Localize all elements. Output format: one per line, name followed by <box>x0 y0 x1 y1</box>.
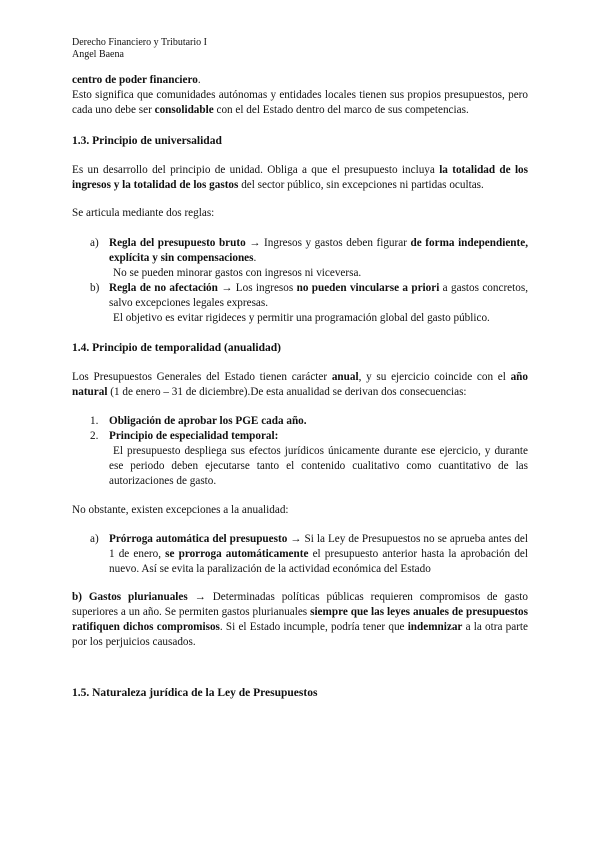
s14-paragraph-2: No obstante, existen excepciones a la anualidad: <box>72 504 289 516</box>
page-header <box>72 37 207 61</box>
list-marker: 2. <box>90 430 99 442</box>
consequence-1: 1. Obligación de aprobar los PGE cada año. <box>90 415 307 427</box>
consequence-2: 2. Principio de especialidad temporal: <box>90 430 279 442</box>
intro-paragraph-1: centro de poder financiero. <box>72 74 201 86</box>
section-heading-1-5: 1.5. Naturaleza jurídica de la Ley de Presupuestos <box>72 687 318 699</box>
exception-b: b) Gastos plurianuales → Determinadas políticas públicas requieren compromisos de gasto superiores a un año. Se permiten gastos plurianuales siempre que las leyes anuales de presupuestos ratifiquen dichos compromisos. Si el Estado incumple, podría tener que indemnizar a la otra parte por los perjuicios causados. <box>72 591 529 648</box>
rule-b: b) Regla de no afectación → Los ingresos no pueden vincularse a priori a gastos concretos, salvo excepciones legales expresas. <box>90 282 528 309</box>
intro-paragraph-2: Esto significa que comunidades autónomas y entidades locales tienen sus propios presupuestos, pero cada uno debe ser consolidable con el del Estado dentro del marco de sus competencias. <box>72 89 528 116</box>
list-marker: 1. <box>90 415 99 427</box>
list-marker: a) <box>90 533 99 545</box>
exception-a: a) Prórroga automática del presupuesto → Si la Ley de Presupuestos no se aprueba antes del 1 de enero, se prorroga automáticamente el presupuesto anterior hasta la aprobación del nuevo. Así se evita la paralización de la actividad económica del Estado <box>90 533 529 575</box>
consequence-2-text: El presupuesto despliega sus efectos jurídicos únicamente durante ese ejercicio, y durante ese periodo deben ejecutarse tanto el contenido cualitativo como cuantitativo de las autorizaciones de gasto. <box>109 445 528 487</box>
rule-a-note: No se pueden minorar gastos con ingresos ni viceversa. <box>113 267 362 279</box>
section-heading-1-4: 1.4. Principio de temporalidad (anualidad) <box>72 342 281 354</box>
header-course: Derecho Financiero y Tributario I <box>72 37 207 48</box>
s14-paragraph-1: Los Presupuestos Generales del Estado tienen carácter anual, y su ejercicio coincide con el año natural (1 de enero – 31 de diciembre).De esta anualidad se derivan dos consecuencias: <box>72 371 528 398</box>
document-body <box>72 73 528 701</box>
intro-bold-term: centro de poder financiero <box>72 74 198 86</box>
list-marker: a) <box>90 237 99 249</box>
header-author: Angel Baena <box>72 49 124 60</box>
list-marker: b) <box>90 282 100 294</box>
rule-a: a) Regla del presupuesto bruto → Ingresos y gastos deben figurar de forma independiente, explícita y sin compensaciones. <box>90 237 528 264</box>
section-heading-1-3: 1.3. Principio de universalidad <box>72 135 222 147</box>
s13-paragraph-1: Es un desarrollo del principio de unidad. Obliga a que el presupuesto incluya la totalidad de los ingresos y la totalidad de los gastos del sector público, sin excepciones ni partidas ocultas. <box>72 164 528 191</box>
s13-paragraph-2: Se articula mediante dos reglas: <box>72 207 215 219</box>
rule-b-note: El objetivo es evitar rigideces y permitir una programación global del gasto público. <box>113 312 490 324</box>
